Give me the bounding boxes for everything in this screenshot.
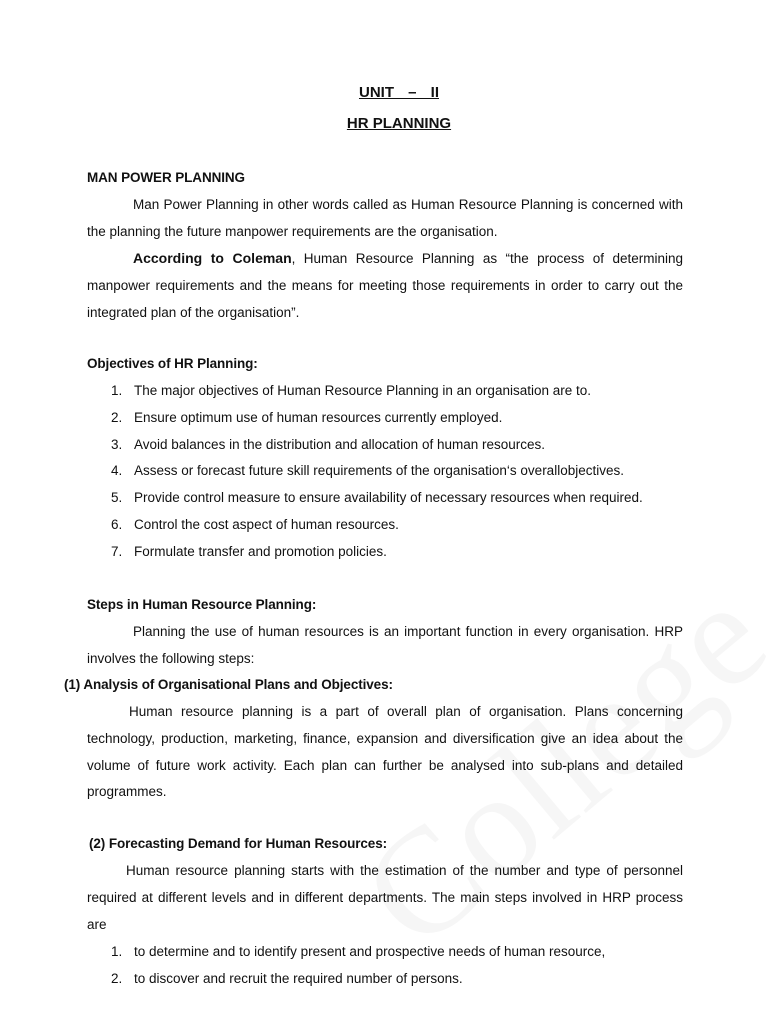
unit-title: UNIT – II [358,84,439,101]
step2-text: Human resource planning starts with the estimation of the number and type of personnel required at different levels and in different departments. The main steps involved in HRP process are [87,863,683,932]
list-text: Control the cost aspect of human resources. [134,516,399,532]
manpower-definition: Man Power Planning in other words called as Human Resource Planning is concerned with the planning the future manpower requirements are the organisation. [87,197,683,239]
steps-intro [87,619,683,673]
list-item [111,378,701,405]
list-number: 3. [111,436,123,452]
list-text: The major objectives of Human Resource Planning in an organisation are to. [134,383,592,398]
step2-heading: (2) Forecasting Demand for Human Resources: [89,836,388,851]
list-number: 6. [111,516,123,532]
steps-intro-text: Planning the use of human resources is an important function in every organisation. HRP involves the following steps: [87,624,683,666]
list-number: 1. [111,383,123,398]
step1-heading: (1) Analysis of Organisational Plans and Objectives: [64,677,393,692]
manpower-paragraph [87,192,683,246]
list-number: 7. [111,543,123,559]
list-text: to discover and recruit the required number of persons. [134,970,463,986]
list-text: to determine and to identify present and prospective needs of human resource, [134,944,606,959]
list-item [111,458,701,485]
coleman-paragraph [87,245,683,326]
step2-paragraph [87,858,683,938]
steps-heading: Steps in Human Resource Planning: [87,597,317,612]
step2-list [111,939,701,993]
coleman-lead: According to Coleman [133,250,292,266]
list-number: 2. [111,970,123,986]
list-item [111,432,701,459]
list-number: 1. [111,944,123,959]
step1-text: Human resource planning is a part of overall plan of organisation. Plans concerning technology, production, marketing, finance, expansion and diversification give an idea about the volume of future work activity. Each plan can further be analysed into sub-plans and detailed programmes. [87,704,683,800]
step1-paragraph [87,699,683,806]
coleman-quote: , Human Resource Planning as “the process of determining manpower requirements and the means for meeting those requirements in order to carry out the integrated plan of the organisation”. [87,251,683,320]
manpower-heading: MAN POWER PLANNING [87,170,245,185]
list-number: 2. [111,409,123,425]
document-title: HR PLANNING [346,115,452,132]
list-text: Ensure optimum use of human resources currently employed. [134,409,503,425]
list-item [111,966,701,993]
list-item [111,405,701,432]
list-number: 5. [111,490,123,506]
list-text: Avoid balances in the distribution and allocation of human resources. [134,436,546,452]
list-item [111,512,701,539]
list-text: Provide control measure to ensure availability of necessary resources when required. [134,490,643,506]
list-text: Formulate transfer and promotion policies. [134,543,387,559]
list-item [111,539,701,566]
list-item [111,485,701,512]
list-number: 4. [111,463,123,479]
objectives-list [111,378,701,566]
objectives-heading: Objectives of HR Planning: [87,356,258,371]
list-item [111,939,701,966]
list-text: Assess or forecast future skill requirements of the organisation‘s overallobjectives. [134,463,624,479]
